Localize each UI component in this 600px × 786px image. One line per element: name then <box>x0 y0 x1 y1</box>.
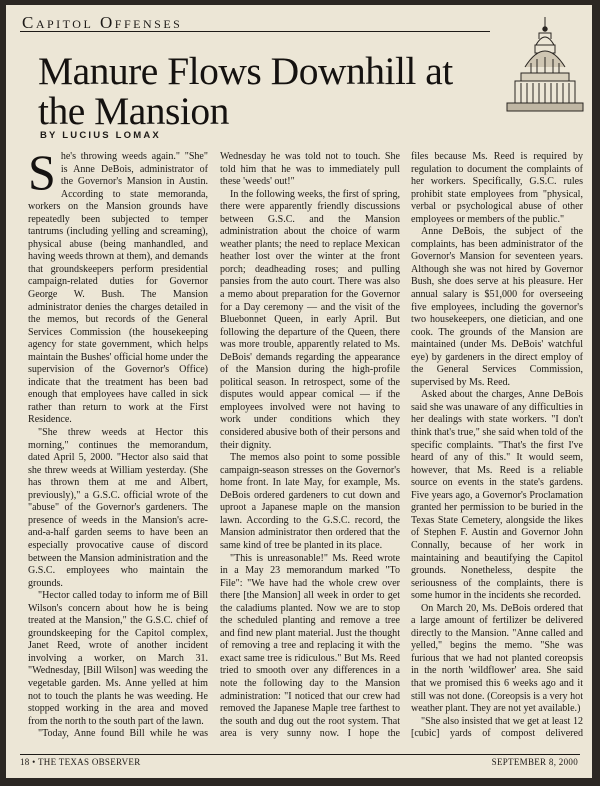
paragraph: "She also insisted that we get at least 12 [cubic] yards of compost delivered <box>411 715 583 740</box>
article-column-1 <box>28 151 208 741</box>
paragraph: Anne DeBois, the subject of the complaints, has been administrator of the Governor's Mansion for seventeen years. Although she was not hired by Governor Bush, she does serve at his pleasure. Her annual salary is $51,000 for overseeing five employees, including the governor's two housekeepers, one dietician, and one cook. The grounds of the Mansion are maintained (under Ms. DeBois' watchful eye) by gardeners in the direct employ of the General Services Commission, supervised by Ms. Reed. <box>411 226 583 388</box>
paragraph: Asked about the charges, Anne DeBois said she was unaware of any difficulties in her dealings with state workers. "I don't think that's true," she said when told of the specific complaints. "That's the first I've heard of any of this." It would seem, however, that Ms. Reed is a reliable source on events in the state's gardens. Five years ago, a Governor's Proclamation granted her permission to be buried in the Texas State Cemetery, alongside the likes of Stephen F. Austin and Governor John Connally, because of her work in maintaining and beautifying the Capitol grounds. Nonetheless, despite the seriousness of the complaints, there is some humor in the incidents she recorded. <box>411 389 583 602</box>
article-column-3 <box>411 151 583 741</box>
section-kicker: Capitol Offenses <box>22 13 183 32</box>
first-paragraph-text: he's throwing weeds again." "She" is Anne DeBois, administrator of the Governor's Mansion in Austin. According to state memoranda, workers on the Mansion grounds have repeatedly been subjected to temper tantrums (including yelling and screaming), physical abuse (being manhandled, and having weeds thrown at them), and demands that groundskeepers perform presidential campaign-related duties for Governor George W. Bush. The Mansion administrator denies the charges detailed in the memos, but records of the General Services Commission (the housekeeping agency for state government, which helps maintain the Bushes' official home under the supervision of the Governor's Office) indicate that the treatment has been bad enough that employees have called in sick rather than return to work at the First Residence. <box>28 151 208 426</box>
paragraph: "Hector called today to inform me of Bill Wilson's concern about how he is being treated at the Mansion," the G.S.C. chief of groundskeeping for the Capitol complex, Janet Reed, wrote of another incident involving a worker, on March 31. "Wednesday, [Bill Wilson] was weeding the vegetable garden. Ms. Anne yelled at him not to touch the plants he was weeding. He stopped working in the area and moved from the north to the south part of the lawn. <box>28 590 208 727</box>
byline: BY LUCIUS LOMAX <box>40 130 161 141</box>
paragraph: Wednesday he was told not to touch. She told him that he was to immediately pull these 'weeds' out!" <box>220 151 400 188</box>
paragraph: On March 20, Ms. DeBois ordered that a large amount of fertilizer be delivered directly to the Mansion. "Anne called and yelled," begins the memo. "She was furious that we had not planted coreopsis in the north 'wildflower' area. She said that we promised this 6 weeks ago and it still was not done. (Coreopsis is a very hot weather plant. They are not yet available.) <box>411 602 583 715</box>
article-headline: Manure Flows Downhill at the Mansion <box>38 49 453 133</box>
paragraph: "This is unreasonable!" Ms. Reed wrote in a May 23 memorandum marked "To File": "We have had the whole crew over there [the Mansion] all week in order to get the caladiums planted. Now we are to stop the scheduled planting and remove a tree and find new plant material. Just the thought of removing a tree and replacing it with the exact same tree is ridiculous." But Ms. Reed tried to smooth over any differences in a note the following day to the Mansion administration: "I noticed that our crew had removed the Japanese Maple tree farthest to the south and dug out the root system. That area is very sunny now. I hope the <box>220 552 400 740</box>
drop-cap: S <box>28 151 56 200</box>
footer-rule <box>20 754 580 755</box>
magazine-page <box>6 5 592 778</box>
paragraph: In the following weeks, the first of spring, there were apparently friendly discussions between G.S.C. and the Mansion administration about the choice of warm weather plants; the need to replace Mexican heather lost over the winter at the front porch; deadheading roses; and pulling pansies from the auto court. There was also a memo about preparation for the Governor for a Day ceremony — and the visit of the Bluebonnet Queen, in early April. But following the departure of the Queen, there was more trouble, apparently related to Ms. DeBois' demands regarding the appearance of the Mansion during the high-profile political season. In retrospect, some of the disputes would appear comical — if the employees involved were not having to work under conditions which they considered abusive both of their persons and their dignity. <box>220 188 400 451</box>
capitol-dome-icon <box>503 15 587 115</box>
footer-date: SEPTEMBER 8, 2000 <box>491 757 578 767</box>
footer-page-info: 18 • THE TEXAS OBSERVER <box>20 757 141 767</box>
paragraph: "Today, Anne found Bill while he was <box>38 728 208 740</box>
kicker-rule <box>20 31 490 32</box>
paragraph: The memos also point to some possible campaign-season stresses on the Governor's home front. In late May, for example, Ms. DeBois ordered gardeners to cut down and uproot a Japanese maple on the mansion lawn. According to the G.S.C. record, the Mansion administrator then ordered that the same kind of tree be planted in its place. <box>220 452 400 551</box>
article-column-2 <box>220 151 400 741</box>
paragraph: files because Ms. Reed is required by regulation to document the complaints of her workers. Specifically, G.S.C. rules prohibit state employees from "physical, verbal or psychological abuse of other employees or members of the public." <box>411 151 583 225</box>
paragraph: "She threw weeds at Hector this morning," continues the memorandum, dated April 5, 2000. "Hector also said that she threw weeds at William yesterday. (She has thrown them at me and Albert, previously)," a G.S.C. official wrote of the "abuse" of the Governor's gardeners. The presence of weeds in the Mansion's acre-and-a-half garden seems to have been an especially provocative cause of discord between the Mansion administration and the G.S.C. employees who maintain the grounds. <box>28 427 208 589</box>
first-paragraph <box>28 151 208 427</box>
